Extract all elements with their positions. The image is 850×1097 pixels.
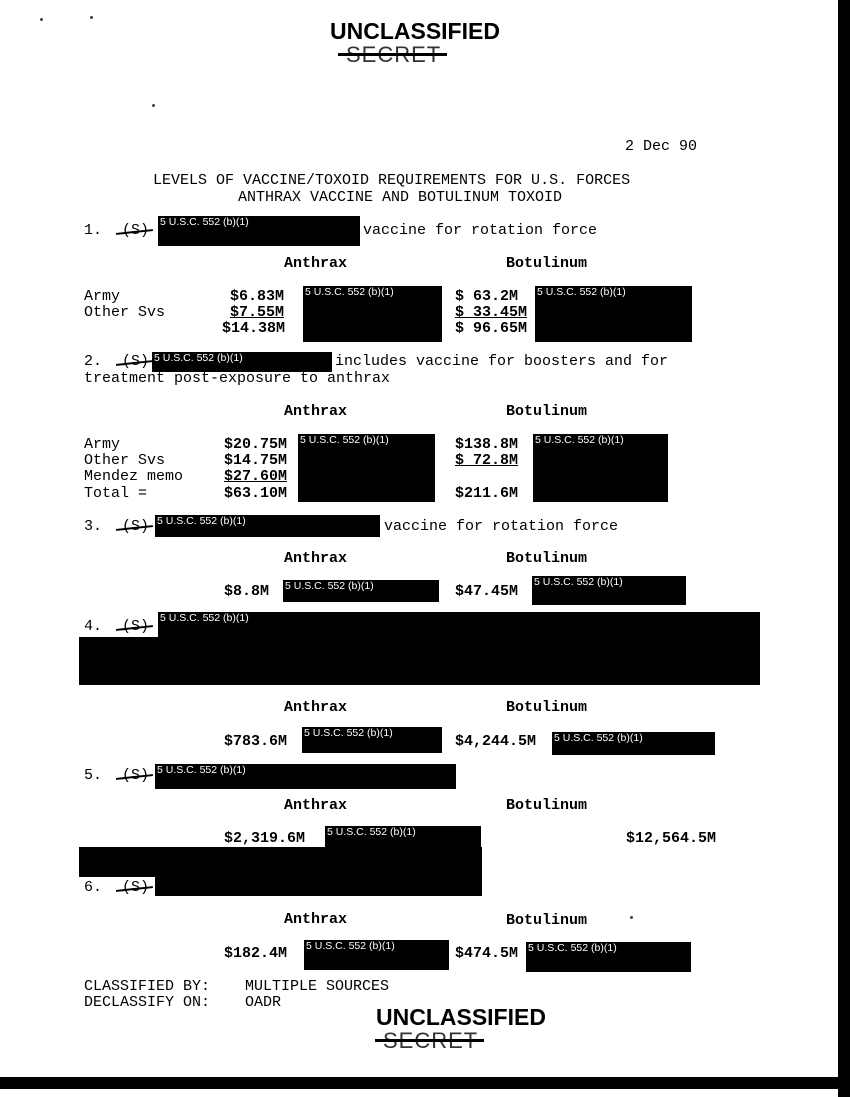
anthrax-value: $14.75M [224,452,288,469]
redaction-label: 5 U.S.C. 552 (b)(1) [157,515,246,527]
struck-secret-marking-top: SECRET [346,42,442,67]
botulinum-value: $138.8M [455,436,519,453]
botulinum-value: $47.45M [455,583,519,600]
section-text: vaccine for rotation force [384,518,619,535]
declassify-on-value: OADR [245,994,282,1011]
redaction-label: 5 U.S.C. 552 (b)(1) [306,940,395,952]
redaction-box [526,942,691,972]
botulinum-total: $211.6M [455,485,519,502]
redaction-label: 5 U.S.C. 552 (b)(1) [160,612,249,624]
redaction-box [532,576,686,605]
redaction-box [298,434,435,502]
anthrax-value: $182.4M [224,945,288,962]
redaction-box [533,434,668,502]
botulinum-value: $12,564.5M [626,830,717,847]
classified-by-value: MULTIPLE SOURCES [245,978,390,995]
botulinum-value: $4,244.5M [455,733,537,750]
classified-by-label: CLASSIFIED BY: [84,978,211,995]
redaction-label: 5 U.S.C. 552 (b)(1) [300,434,389,446]
botulinum-value: $ 33.45M [455,304,528,321]
anthrax-value: $2,319.6M [224,830,306,847]
botulinum-header: Botulinum [506,912,588,929]
row-label: Army [84,436,121,453]
anthrax-header: Anthrax [284,699,348,716]
botulinum-total: $ 96.65M [455,320,528,337]
struck-secret-marking-bottom: SECRET [383,1028,479,1053]
redaction-box [158,612,760,638]
scan-bottom-border [0,1077,850,1089]
struck-marking: (S) [122,518,150,535]
row-label: Total = [84,485,148,502]
botulinum-header: Botulinum [506,797,588,814]
section-text: includes vaccine for boosters and for [335,353,669,370]
redaction-label: 5 U.S.C. 552 (b)(1) [535,434,624,446]
row-label: Army [84,288,121,305]
anthrax-value: $20.75M [224,436,288,453]
redaction-label: 5 U.S.C. 552 (b)(1) [528,942,617,954]
scan-right-border [838,0,850,1097]
row-label: Other Svs [84,304,166,321]
section-number: 6. [84,879,103,896]
struck-marking: (S) [122,353,150,370]
document-title-line2: ANTHRAX VACCINE AND BOTULINUM TOXOID [238,189,563,206]
classification-banner-bottom: UNCLASSIFIED [376,1004,546,1030]
struck-marking: (S) [122,767,150,784]
struck-marking: (S) [122,879,150,896]
anthrax-total: $14.38M [222,320,286,337]
botulinum-header: Botulinum [506,699,588,716]
row-label: Mendez memo [84,468,184,485]
row-label: Other Svs [84,452,166,469]
botulinum-header: Botulinum [506,550,588,567]
redaction-label: 5 U.S.C. 552 (b)(1) [305,286,394,298]
redaction-label: 5 U.S.C. 552 (b)(1) [160,216,249,228]
redaction-box [152,352,332,372]
classification-banner-top: UNCLASSIFIED [330,18,500,44]
redaction-label: 5 U.S.C. 552 (b)(1) [154,352,243,364]
anthrax-value: $7.55M [230,304,285,321]
botulinum-header: Botulinum [506,403,588,420]
redaction-box [303,286,442,342]
botulinum-value: $ 72.8M [455,452,519,469]
section-text-continued: treatment post-exposure to anthrax [84,370,391,387]
section-text: vaccine for rotation force [363,222,598,239]
redaction-box [552,732,715,755]
anthrax-value: $783.6M [224,733,288,750]
redaction-label: 5 U.S.C. 552 (b)(1) [304,727,393,739]
redaction-label: 5 U.S.C. 552 (b)(1) [285,580,374,592]
anthrax-value: $8.8M [224,583,270,600]
section-number: 2. [84,353,103,370]
redaction-box [304,940,449,970]
section-number: 4. [84,618,103,635]
redaction-label: 5 U.S.C. 552 (b)(1) [554,732,643,744]
anthrax-header: Anthrax [284,255,348,272]
scan-speck [40,18,43,21]
redaction-box [158,216,360,246]
anthrax-header: Anthrax [284,797,348,814]
section-number: 5. [84,767,103,784]
anthrax-value: $27.60M [224,468,288,485]
redaction-box [283,580,439,602]
declassify-on-label: DECLASSIFY ON: [84,994,211,1011]
struck-marking: (S) [122,222,150,239]
section-number: 3. [84,518,103,535]
struck-marking: (S) [122,618,150,635]
botulinum-header: Botulinum [506,255,588,272]
botulinum-value: $474.5M [455,945,519,962]
anthrax-header: Anthrax [284,403,348,420]
anthrax-total: $63.10M [224,485,288,502]
redaction-box [535,286,692,342]
redaction-label: 5 U.S.C. 552 (b)(1) [534,576,623,588]
document-date: 2 Dec 90 [625,138,698,155]
redaction-box [155,764,456,789]
anthrax-header: Anthrax [284,550,348,567]
redaction-box [155,515,380,537]
scan-speck [152,104,155,107]
section-number: 1. [84,222,103,239]
redaction-box [79,637,760,685]
botulinum-value: $ 63.2M [455,288,519,305]
scan-speck [630,916,633,919]
redaction-label: 5 U.S.C. 552 (b)(1) [157,764,246,776]
redaction-label: 5 U.S.C. 552 (b)(1) [537,286,626,298]
redaction-box [302,727,442,753]
document-title-line1: LEVELS OF VACCINE/TOXOID REQUIREMENTS FOR U.S. FORCES [153,172,631,189]
redaction-box [155,877,482,896]
redaction-box [79,847,482,877]
anthrax-value: $6.83M [230,288,285,305]
scan-speck [90,16,93,19]
anthrax-header: Anthrax [284,911,348,928]
redaction-label: 5 U.S.C. 552 (b)(1) [327,826,416,838]
